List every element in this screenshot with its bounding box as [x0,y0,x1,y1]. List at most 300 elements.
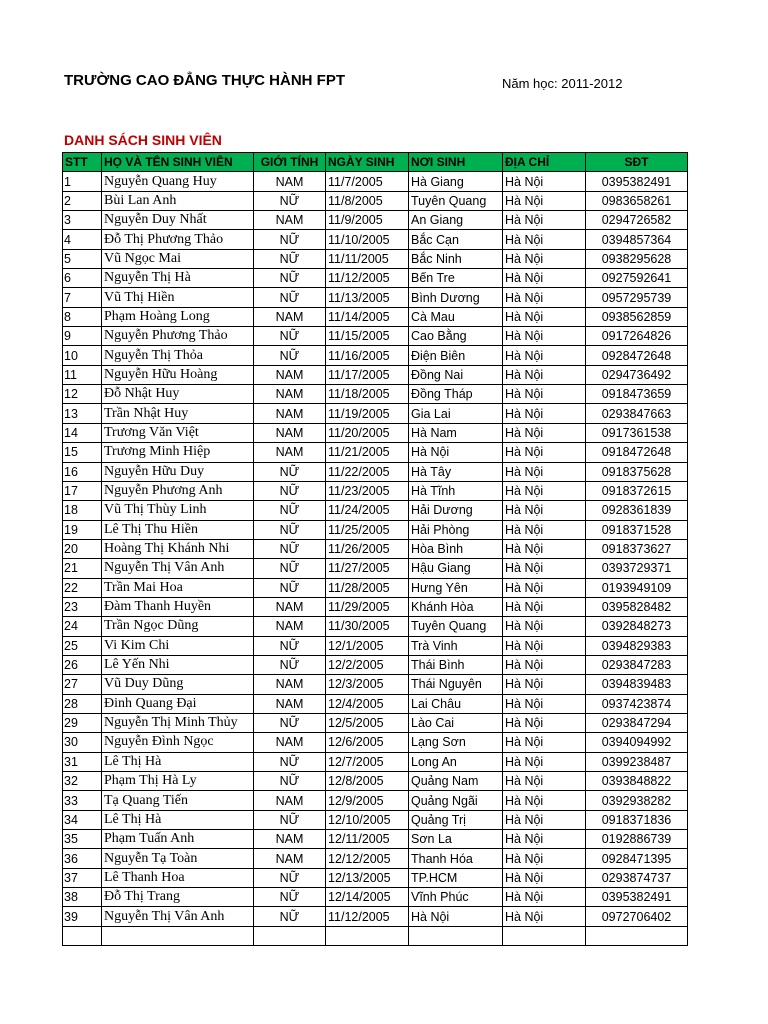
column-header-address: ĐỊA CHỈ [503,153,586,172]
cell-address: Hà Nội [503,211,586,230]
cell-birthdate: 12/8/2005 [326,772,409,791]
cell-address: Hà Nội [503,539,586,558]
cell-gender: NỮ [254,907,326,926]
table-row [63,230,688,249]
cell-birthplace: Vĩnh Phúc [409,888,503,907]
cell-phone: 0394094992 [586,733,688,752]
cell-name: Nguyễn Quang Huy [102,172,254,191]
table-row [63,520,688,539]
cell-name: Đỗ Nhật Huy [102,385,254,404]
cell-address: Hà Nội [503,269,586,288]
cell-address: Hà Nội [503,713,586,732]
cell-gender: NỮ [254,636,326,655]
cell-phone: 0294726582 [586,211,688,230]
cell-name: Đàm Thanh Huyền [102,597,254,616]
cell-stt: 29 [63,713,102,732]
cell-birthplace: Lào Cai [409,713,503,732]
table-row [63,462,688,481]
column-header-stt: STT [63,153,102,172]
table-row [63,868,688,887]
cell-birthplace: Bình Dương [409,288,503,307]
cell-phone: 0393729371 [586,559,688,578]
cell-name: Hoàng Thị Khánh Nhi [102,539,254,558]
cell-gender: NỮ [254,713,326,732]
cell-stt: 12 [63,385,102,404]
cell-address: Hà Nội [503,636,586,655]
cell-phone: 0395382491 [586,172,688,191]
cell-address: Hà Nội [503,501,586,520]
cell-phone: 0918372615 [586,481,688,500]
cell-gender: NAM [254,791,326,810]
table-row [63,172,688,191]
cell-gender: NAM [254,733,326,752]
cell-birthdate: 12/3/2005 [326,675,409,694]
cell-address: Hà Nội [503,830,586,849]
table-row [63,346,688,365]
cell-name: Tạ Quang Tiến [102,791,254,810]
cell-birthdate: 12/12/2005 [326,849,409,868]
table-row [63,385,688,404]
table-row [63,559,688,578]
cell-gender: NỮ [254,868,326,887]
cell-stt: 17 [63,481,102,500]
cell-birthdate: 11/21/2005 [326,443,409,462]
cell-birthplace: Thanh Hóa [409,849,503,868]
table-row [63,675,688,694]
cell-stt: 8 [63,307,102,326]
cell-stt: 9 [63,327,102,346]
cell-birthplace: Khánh Hòa [409,597,503,616]
cell-phone: 0918473659 [586,385,688,404]
cell-address: Hà Nội [503,791,586,810]
cell-stt: 11 [63,365,102,384]
cell-birthplace: Bắc Ninh [409,249,503,268]
cell-gender: NỮ [254,327,326,346]
column-header-name: HỌ VÀ TÊN SINH VIÊN [102,153,254,172]
table-row [63,752,688,771]
table-row [63,849,688,868]
cell-birthdate: 12/10/2005 [326,810,409,829]
cell-birthplace: Cao Bằng [409,327,503,346]
cell-stt: 5 [63,249,102,268]
cell-phone: 0918371836 [586,810,688,829]
cell-birthplace: Cà Mau [409,307,503,326]
cell-phone: 0983658261 [586,191,688,210]
cell-name: Phạm Thị Hà Ly [102,772,254,791]
cell-birthdate: 11/12/2005 [326,269,409,288]
table-header-row [63,153,688,172]
cell-phone: 0193949109 [586,578,688,597]
cell-stt: 10 [63,346,102,365]
cell-address: Hà Nội [503,694,586,713]
cell-address: Hà Nội [503,230,586,249]
table-row [63,404,688,423]
cell-gender: NỮ [254,520,326,539]
cell-phone: 0394829383 [586,636,688,655]
cell-address: Hà Nội [503,733,586,752]
table-row [63,907,688,926]
cell-birthplace: Bắc Cạn [409,230,503,249]
cell-name: Trương Minh Hiệp [102,443,254,462]
cell-stt: 36 [63,849,102,868]
cell-gender: NAM [254,307,326,326]
cell-birthplace: Hải Phòng [409,520,503,539]
cell-name: Nguyễn Duy Nhất [102,211,254,230]
column-header-birthdate: NGÀY SINH [326,153,409,172]
cell-address: Hà Nội [503,675,586,694]
cell-gender: NAM [254,443,326,462]
cell-name: Đỗ Thị Trang [102,888,254,907]
cell-gender: NỮ [254,810,326,829]
cell-name [102,926,254,945]
cell-name: Trương Văn Việt [102,423,254,442]
cell-gender: NỮ [254,752,326,771]
cell-birthdate: 12/5/2005 [326,713,409,732]
cell-stt: 27 [63,675,102,694]
cell-address: Hà Nội [503,423,586,442]
cell-birthdate: 11/7/2005 [326,172,409,191]
cell-phone: 0928361839 [586,501,688,520]
cell-birthdate: 11/16/2005 [326,346,409,365]
cell-birthplace: Đồng Nai [409,365,503,384]
table-row [63,810,688,829]
cell-stt: 15 [63,443,102,462]
cell-birthdate: 12/4/2005 [326,694,409,713]
cell-stt: 6 [63,269,102,288]
cell-birthplace: Hòa Bình [409,539,503,558]
cell-address: Hà Nội [503,346,586,365]
cell-stt: 25 [63,636,102,655]
table-row [63,191,688,210]
cell-gender: NỮ [254,230,326,249]
table-row [63,597,688,616]
cell-birthdate: 11/14/2005 [326,307,409,326]
cell-stt: 33 [63,791,102,810]
list-title: DANH SÁCH SINH VIÊN [64,132,222,148]
cell-address: Hà Nội [503,752,586,771]
cell-phone: 0938562859 [586,307,688,326]
cell-gender: NAM [254,385,326,404]
cell-address [503,926,586,945]
cell-birthplace: Đồng Tháp [409,385,503,404]
cell-birthplace: Hậu Giang [409,559,503,578]
cell-name: Đinh Quang Đại [102,694,254,713]
cell-phone: 0394857364 [586,230,688,249]
cell-birthdate: 11/19/2005 [326,404,409,423]
cell-birthdate: 11/24/2005 [326,501,409,520]
cell-name: Nguyễn Thị Vân Anh [102,907,254,926]
cell-stt: 13 [63,404,102,423]
cell-address: Hà Nội [503,288,586,307]
cell-gender: NỮ [254,481,326,500]
cell-gender: NAM [254,694,326,713]
column-header-phone: SĐT [586,153,688,172]
cell-birthdate: 12/7/2005 [326,752,409,771]
cell-phone: 0393848822 [586,772,688,791]
cell-address: Hà Nội [503,249,586,268]
cell-name: Bùi Lan Anh [102,191,254,210]
table-row [63,307,688,326]
cell-phone: 0293847283 [586,655,688,674]
cell-stt: 22 [63,578,102,597]
cell-address: Hà Nội [503,655,586,674]
cell-phone: 0399238487 [586,752,688,771]
table-row [63,288,688,307]
cell-gender: NỮ [254,539,326,558]
cell-phone: 0392938282 [586,791,688,810]
cell-name: Phạm Tuấn Anh [102,830,254,849]
cell-gender: NỮ [254,249,326,268]
table-row [63,481,688,500]
table-row [63,443,688,462]
school-name: TRƯỜNG CAO ĐẲNG THỰC HÀNH FPT [64,72,346,89]
cell-birthdate: 11/9/2005 [326,211,409,230]
cell-gender: NAM [254,617,326,636]
cell-phone: 0395828482 [586,597,688,616]
cell-phone: 0917264826 [586,327,688,346]
cell-birthdate: 11/25/2005 [326,520,409,539]
cell-phone: 0394839483 [586,675,688,694]
cell-stt: 31 [63,752,102,771]
cell-birthdate: 11/17/2005 [326,365,409,384]
cell-address: Hà Nội [503,191,586,210]
cell-gender: NỮ [254,288,326,307]
cell-stt: 4 [63,230,102,249]
cell-phone: 0918472648 [586,443,688,462]
cell-phone: 0918371528 [586,520,688,539]
cell-birthplace: Lạng Sơn [409,733,503,752]
cell-birthdate: 11/10/2005 [326,230,409,249]
table-row [63,830,688,849]
table-row [63,365,688,384]
cell-address: Hà Nội [503,868,586,887]
cell-gender: NAM [254,365,326,384]
cell-name: Nguyễn Hữu Hoàng [102,365,254,384]
cell-gender: NAM [254,849,326,868]
cell-birthplace: TP.HCM [409,868,503,887]
table-row [63,713,688,732]
table-row [63,501,688,520]
cell-birthdate: 11/8/2005 [326,191,409,210]
cell-birthplace: Quảng Ngãi [409,791,503,810]
cell-birthplace: Hà Nội [409,907,503,926]
cell-birthdate: 12/13/2005 [326,868,409,887]
table-row [63,791,688,810]
school-year: Năm học: 2011-2012 [502,76,623,91]
table-row [63,733,688,752]
cell-gender: NỮ [254,559,326,578]
table-body [63,172,688,946]
cell-stt: 14 [63,423,102,442]
table-row [63,926,688,945]
cell-birthplace: Thái Nguyên [409,675,503,694]
cell-birthplace [409,926,503,945]
cell-birthdate: 11/12/2005 [326,907,409,926]
cell-phone: 0395382491 [586,888,688,907]
cell-gender: NAM [254,404,326,423]
table-row [63,694,688,713]
cell-address: Hà Nội [503,520,586,539]
table-row [63,249,688,268]
column-header-gender: GIỚI TÍNH [254,153,326,172]
cell-address: Hà Nội [503,849,586,868]
cell-name: Phạm Hoàng Long [102,307,254,326]
cell-gender: NỮ [254,191,326,210]
cell-birthdate: 12/2/2005 [326,655,409,674]
cell-gender: NỮ [254,772,326,791]
cell-phone: 0392848273 [586,617,688,636]
cell-phone: 0294736492 [586,365,688,384]
cell-name: Nguyễn Tạ Toàn [102,849,254,868]
cell-address: Hà Nội [503,404,586,423]
cell-gender: NAM [254,423,326,442]
cell-birthdate: 11/15/2005 [326,327,409,346]
cell-name: Lê Thị Hà [102,752,254,771]
cell-name: Nguyễn Phương Anh [102,481,254,500]
cell-name: Vũ Ngọc Mai [102,249,254,268]
cell-birthplace: Quảng Trị [409,810,503,829]
cell-address: Hà Nội [503,172,586,191]
cell-phone: 0293847294 [586,713,688,732]
cell-phone [586,926,688,945]
cell-birthplace: Lai Châu [409,694,503,713]
cell-phone: 0937423874 [586,694,688,713]
cell-birthplace: Hà Tĩnh [409,481,503,500]
cell-name: Vũ Thị Thùy Linh [102,501,254,520]
cell-birthplace: Điện Biên [409,346,503,365]
table-row [63,772,688,791]
cell-address: Hà Nội [503,772,586,791]
cell-name: Lê Yến Nhi [102,655,254,674]
cell-stt: 26 [63,655,102,674]
cell-birthplace: Hải Dương [409,501,503,520]
cell-stt: 3 [63,211,102,230]
cell-address: Hà Nội [503,617,586,636]
cell-address: Hà Nội [503,307,586,326]
cell-phone: 0938295628 [586,249,688,268]
cell-stt [63,926,102,945]
cell-name: Vũ Thị Hiền [102,288,254,307]
cell-birthdate: 11/13/2005 [326,288,409,307]
cell-name: Nguyễn Thị Minh Thủy [102,713,254,732]
cell-address: Hà Nội [503,559,586,578]
cell-stt: 38 [63,888,102,907]
cell-name: Trần Ngọc Dũng [102,617,254,636]
cell-stt: 7 [63,288,102,307]
cell-birthdate: 11/26/2005 [326,539,409,558]
cell-gender: NAM [254,830,326,849]
cell-gender: NỮ [254,888,326,907]
cell-name: Nguyễn Thị Hà [102,269,254,288]
cell-birthdate: 11/22/2005 [326,462,409,481]
cell-phone: 0928471395 [586,849,688,868]
cell-name: Lê Thị Thu Hiền [102,520,254,539]
cell-name: Vũ Duy Dũng [102,675,254,694]
column-header-birthplace: NƠI SINH [409,153,503,172]
cell-address: Hà Nội [503,443,586,462]
cell-birthplace: Hà Giang [409,172,503,191]
cell-birthplace: Hà Nội [409,443,503,462]
cell-name: Đỗ Thị Phương Thảo [102,230,254,249]
cell-address: Hà Nội [503,327,586,346]
cell-birthdate: 12/9/2005 [326,791,409,810]
cell-gender: NAM [254,675,326,694]
cell-phone: 0192886739 [586,830,688,849]
cell-stt: 19 [63,520,102,539]
cell-name: Lê Thị Hà [102,810,254,829]
cell-phone: 0972706402 [586,907,688,926]
table-row [63,423,688,442]
cell-phone: 0293874737 [586,868,688,887]
cell-stt: 24 [63,617,102,636]
cell-birthplace: Tuyên Quang [409,617,503,636]
cell-birthdate: 11/28/2005 [326,578,409,597]
cell-stt: 23 [63,597,102,616]
table-row [63,636,688,655]
cell-birthdate: 12/6/2005 [326,733,409,752]
cell-birthplace: Quảng Nam [409,772,503,791]
table-row [63,655,688,674]
table-row [63,269,688,288]
cell-address: Hà Nội [503,810,586,829]
cell-name: Lê Thanh Hoa [102,868,254,887]
cell-stt: 21 [63,559,102,578]
cell-gender: NỮ [254,269,326,288]
cell-birthdate: 12/1/2005 [326,636,409,655]
cell-phone: 0928472648 [586,346,688,365]
cell-phone: 0293847663 [586,404,688,423]
cell-address: Hà Nội [503,907,586,926]
cell-stt: 1 [63,172,102,191]
table-row [63,578,688,597]
cell-gender: NỮ [254,346,326,365]
cell-address: Hà Nội [503,365,586,384]
table-row [63,327,688,346]
cell-address: Hà Nội [503,578,586,597]
cell-address: Hà Nội [503,462,586,481]
cell-gender: NỮ [254,462,326,481]
cell-stt: 37 [63,868,102,887]
cell-name: Nguyễn Thị Vân Anh [102,559,254,578]
cell-birthplace: Thái Bình [409,655,503,674]
table-row [63,617,688,636]
cell-stt: 39 [63,907,102,926]
cell-address: Hà Nội [503,385,586,404]
cell-birthplace: Bến Tre [409,269,503,288]
cell-birthplace: Sơn La [409,830,503,849]
cell-stt: 35 [63,830,102,849]
cell-stt: 16 [63,462,102,481]
cell-gender: NAM [254,597,326,616]
cell-address: Hà Nội [503,481,586,500]
cell-phone: 0957295739 [586,288,688,307]
cell-gender: NỮ [254,578,326,597]
cell-birthplace: Gia Lai [409,404,503,423]
cell-birthdate: 11/30/2005 [326,617,409,636]
cell-birthdate: 11/29/2005 [326,597,409,616]
cell-stt: 20 [63,539,102,558]
cell-birthplace: Hưng Yên [409,578,503,597]
cell-name: Nguyễn Thị Thỏa [102,346,254,365]
cell-gender: NAM [254,211,326,230]
cell-stt: 30 [63,733,102,752]
cell-birthplace: Trà Vinh [409,636,503,655]
cell-stt: 32 [63,772,102,791]
cell-stt: 34 [63,810,102,829]
cell-address: Hà Nội [503,597,586,616]
cell-birthdate: 11/20/2005 [326,423,409,442]
cell-birthplace: An Giang [409,211,503,230]
